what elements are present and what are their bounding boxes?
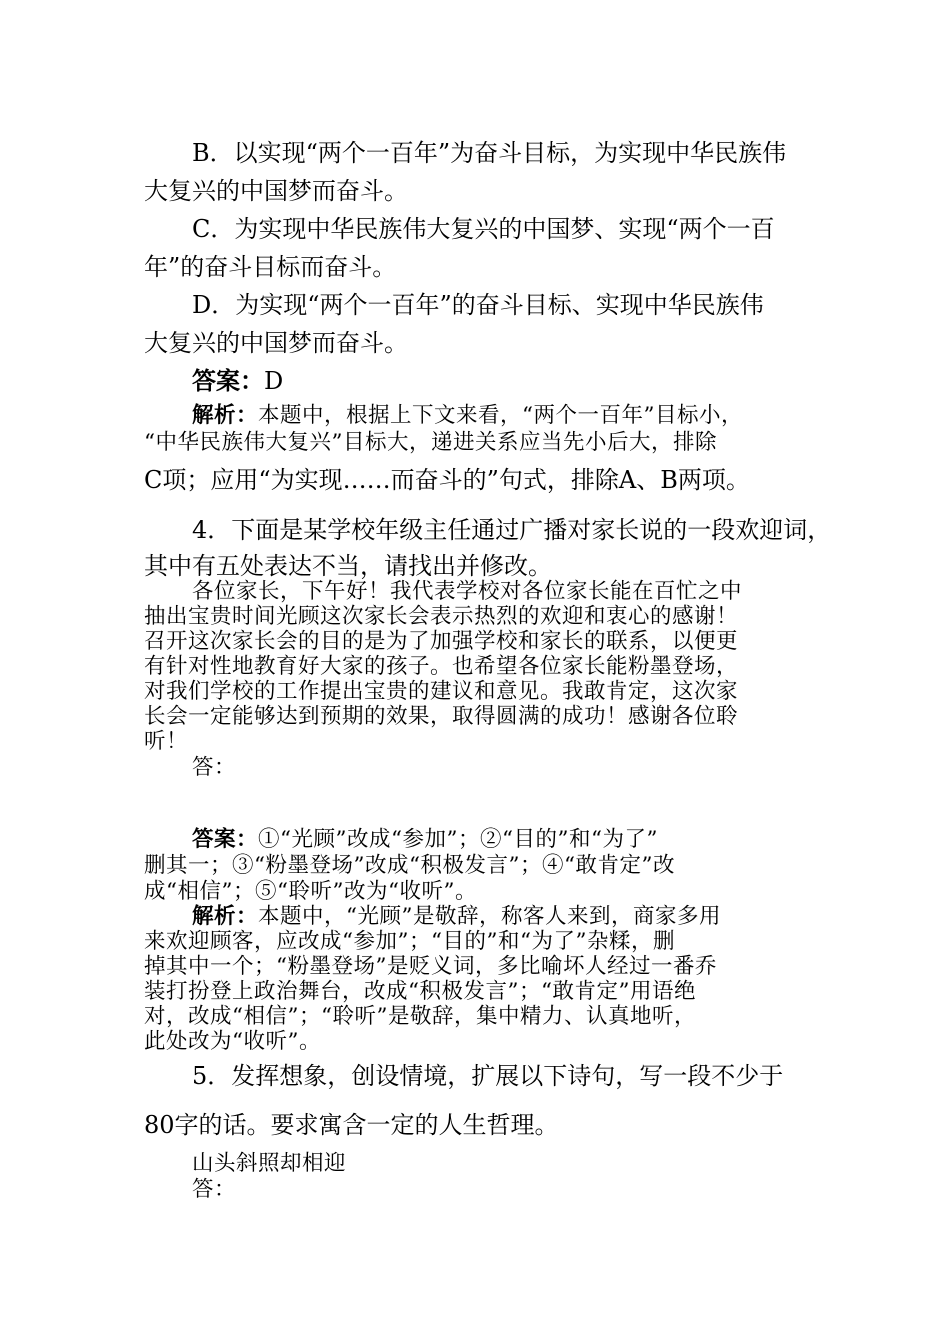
speech-line-7: 听！ [144, 729, 189, 754]
q4-answer-prompt: 答： [192, 755, 237, 780]
answer-value: D [264, 367, 284, 395]
q4-stem-line-2: 其中有五处表达不当，请找出并修改。 [144, 552, 552, 580]
speech-line-6: 长会一定能够达到预期的效果，取得圆满的成功！感谢各位聆 [144, 704, 739, 729]
option-c-line-2: 年”的奋斗目标而奋斗。 [144, 253, 397, 281]
analysis-label: 解析： [192, 403, 259, 428]
option-d-line-1: D．为实现“两个一百年”的奋斗目标、实现中华民族伟 [192, 291, 764, 319]
speech-line-3: 召开这次家长会的目的是为了加强学校和家长的联系，以便更 [144, 629, 739, 654]
option-c-line-1: C．为实现中华民族伟大复兴的中国梦、实现“两个一百 [192, 215, 775, 243]
speech-line-2: 抽出宝贵时间光顾这次家长会表示热烈的欢迎和衷心的感谢！ [144, 604, 739, 629]
analysis-label: 解析： [192, 904, 259, 929]
speech-line-4: 有针对性地教育好大家的孩子。也希望各位家长能粉墨登场， [144, 654, 739, 679]
speech-line-5: 对我们学校的工作提出宝贵的建议和意见。我敢肯定，这次家 [144, 679, 739, 704]
option-d-line-2: 大复兴的中国梦而奋斗。 [144, 329, 408, 357]
q4-stem-line-1: 4．下面是某学校年级主任通过广播对家长说的一段欢迎词， [192, 516, 832, 544]
q4-answer-line-3: 成“相信”；⑤“聆听”改为“收听”。 [144, 879, 477, 904]
poem-line: 山头斜照却相迎 [192, 1151, 347, 1176]
analysis-text: 本题中，根据上下文来看，“两个一百年”目标小， [258, 403, 744, 428]
q4-analysis-line-6: 此处改为“收听”。 [144, 1029, 321, 1054]
option-b-line-2: 大复兴的中国梦而奋斗。 [144, 177, 408, 205]
option-b-line-1: B．以实现“两个一百年”为奋斗目标，为实现中华民族伟 [192, 139, 787, 167]
q4-analysis-line-4: 装打扮登上政治舞台，改成“积极发言”；“敢肯定”用语绝 [144, 979, 696, 1004]
answer-label: 答案： [192, 366, 264, 395]
q4-analysis-line-3: 掉其中一个；“粉墨登场”是贬义词，多比喻坏人经过一番乔 [144, 954, 717, 979]
answer-label: 答案： [192, 827, 259, 852]
q5-stem-line-1: 5．发挥想象，创设情境，扩展以下诗句，写一段不少于 [192, 1062, 784, 1090]
q3-analysis-line-2: “中华民族伟大复兴”目标大，递进关系应当先小后大，排除 [144, 430, 717, 455]
q3-analysis-line-3: C项；应用“为实现……而奋斗的”句式，排除A、B两项。 [144, 466, 750, 494]
answer-text: ①“光顾”改成“参加”；②“目的”和“为了” [258, 827, 658, 852]
q4-answer-line-2: 删其一；③“粉墨登场”改成“积极发言”；④“敢肯定”改 [144, 853, 675, 878]
q3-answer [192, 361, 283, 396]
q5-answer-prompt: 答： [192, 1177, 237, 1202]
q4-analysis-line-5: 对，改成“相信”；“聆听”是敬辞，集中精力、认真地听， [144, 1004, 696, 1029]
analysis-text: 本题中，“光顾”是敬辞，称客人来到，商家多用 [258, 904, 722, 929]
speech-line-1: 各位家长，下午好！我代表学校对各位家长能在百忙之中 [192, 579, 743, 604]
q4-analysis-line-2: 来欢迎顾客，应改成“参加”；“目的”和“为了”杂糅，删 [144, 929, 675, 954]
q5-stem-line-2: 80字的话。要求寓含一定的人生哲理。 [144, 1111, 559, 1139]
